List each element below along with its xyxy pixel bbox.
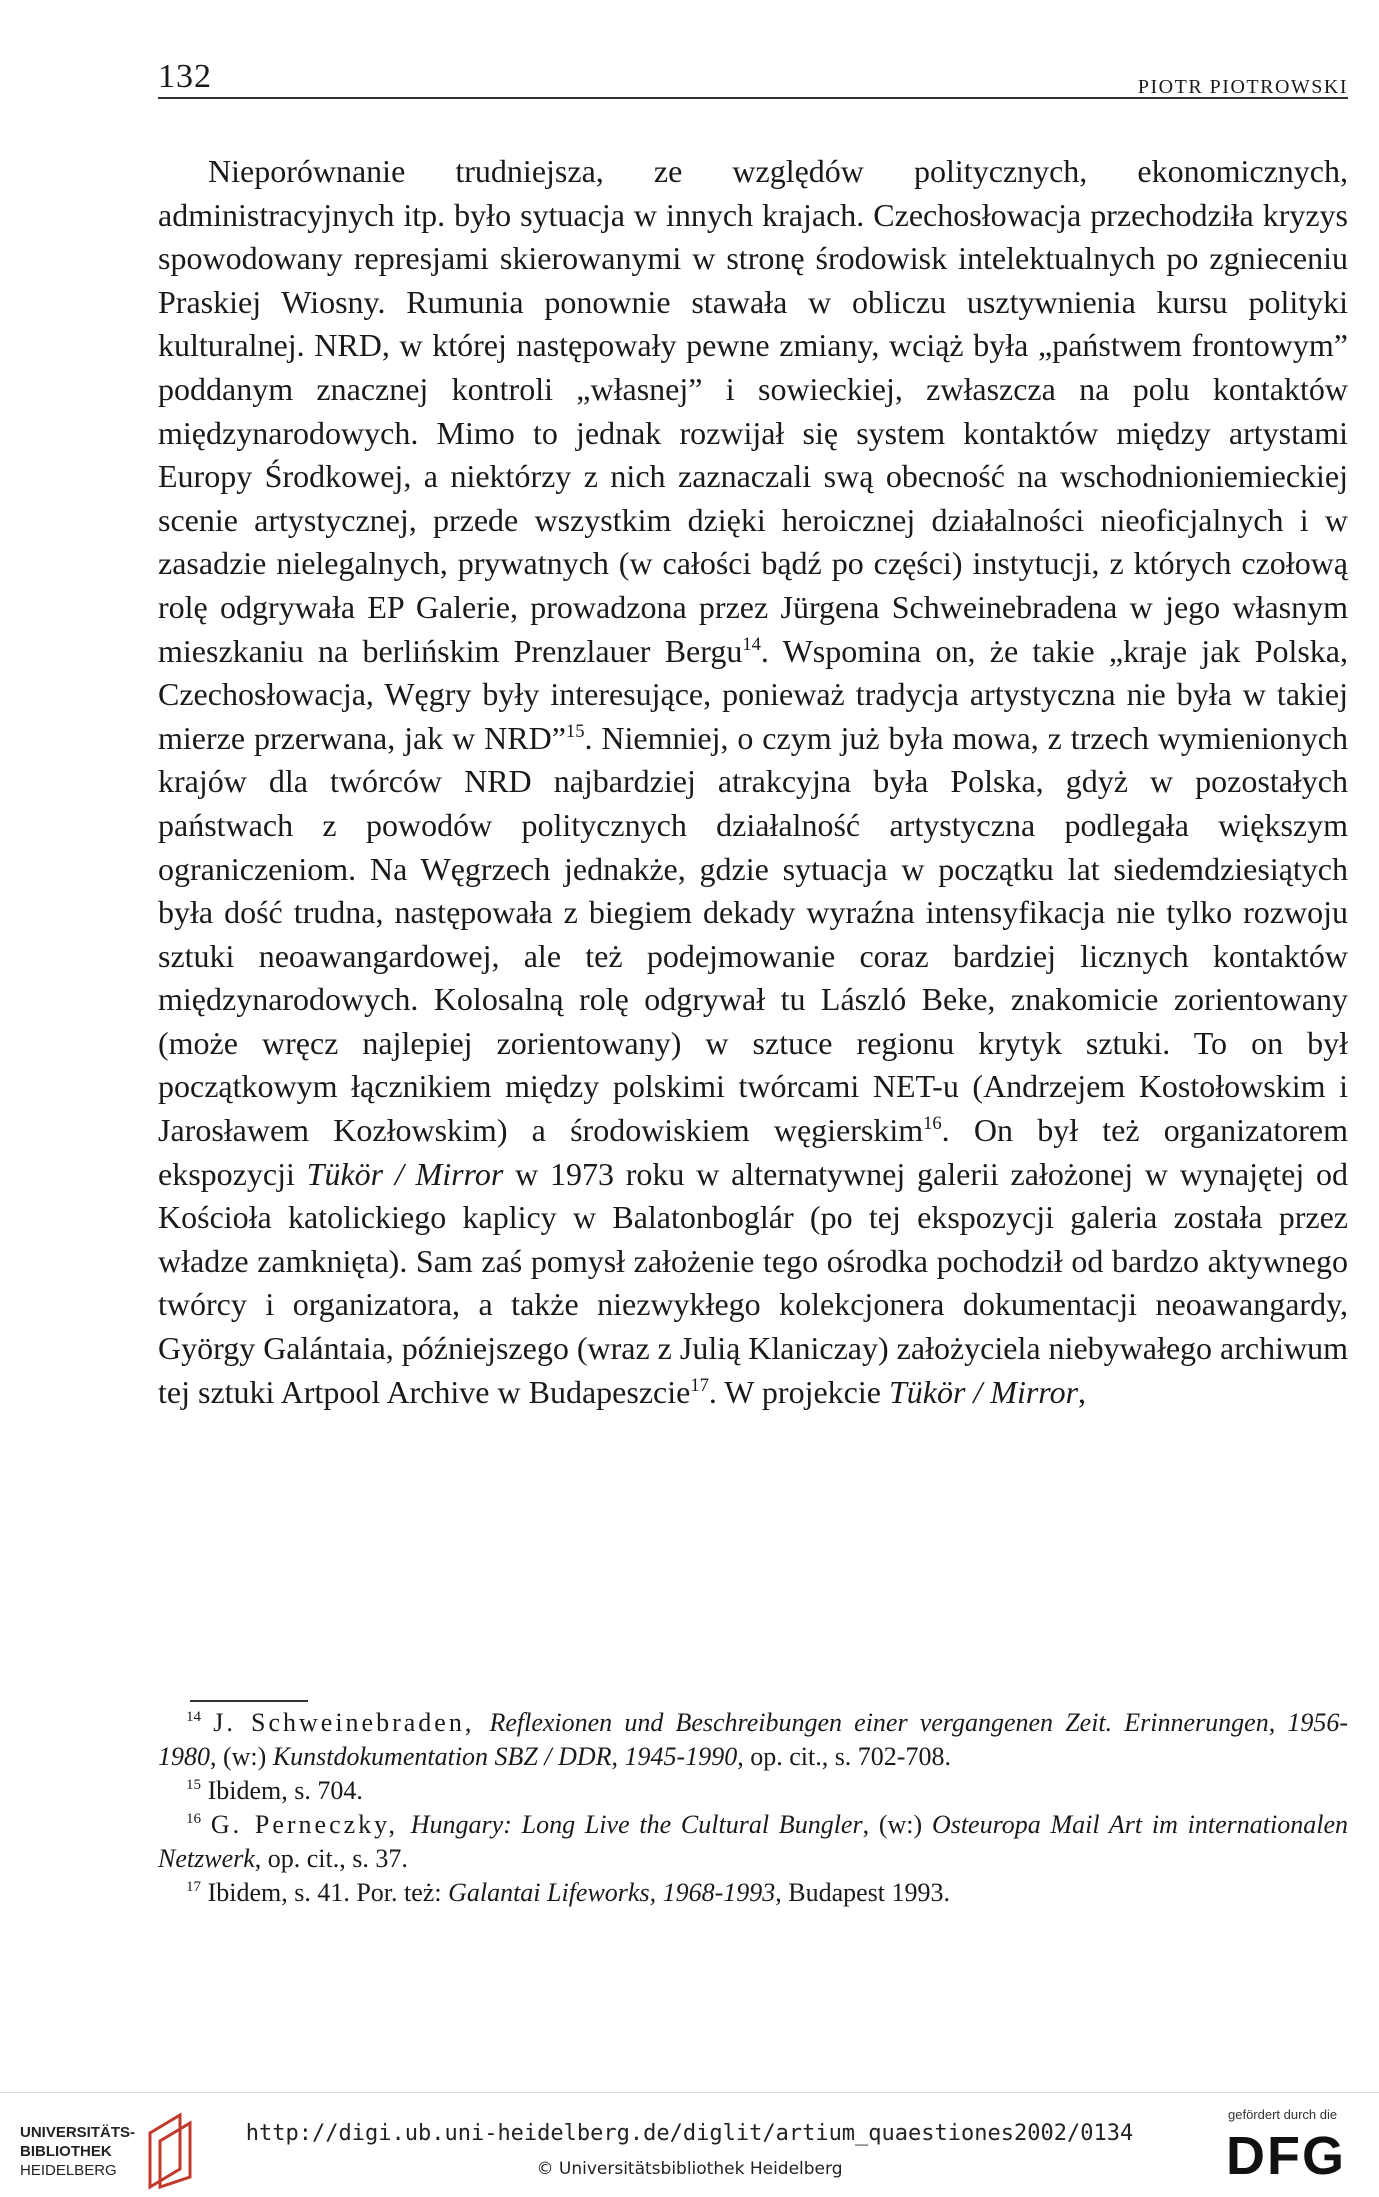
library-line: UNIVERSITÄTS- [20,2124,136,2141]
footnote-text: , Budapest 1993. [775,1878,950,1907]
footnote-number: 14 [186,1709,202,1726]
text-run: Nieporównanie trudniejsza, ze względów politycznych, ekonomicznych, administracyjnych itp. było sytuacja w innych krajach. Czechosłowacja przechodziła kryzys spowodowany represjami skierowanymi w stronę środowisk intelektualnych po zgnieceniu Praskiej Wiosny. Rumunia ponownie stawała w obliczu usztywnienia kursu polityki kulturalnej. NRD, w której następowały pewne zmiany, wciąż była „państwem frontowym” poddanym znacznej kontroli „własnej” i sowieckiej, zwłaszcza na polu kontaktów międzynarodowych. Mimo to jednak rozwijał się system kontaktów między artystami Europy Środkowej, a niektórzy z nich zaznaczali swą obecność na wschodnioniemieckiej scenie artystycznej, przede wszystkim dzięki heroicznej działalności nieoficjalnych i w zasadzie nielegalnych, prywatnych (w całości bądź po części) instytucji, z których czołową rolę odgrywała EP Galerie, prowadzona przez Jürgena Schweinebradena w jego własnym mieszkaniu na berlińskim Prenzlauer Bergu [158,153,1348,669]
dfg-logo: DFG [1226,2126,1346,2186]
footnote-ref-17[interactable]: 17 [690,1374,709,1396]
footnote-source: Kunstdokumentation SBZ / DDR, 1945-1990 [272,1742,738,1771]
footnote-number: 17 [186,1879,202,1896]
text-run: w 1973 roku w alternatywnej galerii założonej w wynajętej od Kościoła katolickiego kaplicy w Balatonboglár (po tej ekspozycji galeria została przez władze zamknięta). Sam zaś pomysł założenie tego ośrodka pochodził od bardzo aktywnego twórcy i organizatora, a także niezwykłego kolekcjonera dokumentacji neoawangardy, György Galántaia, późniejszego (wraz z Julią Klaniczay) założyciela niebywałego archiwum tej sztuki Artpool Archive w Budapeszcie [158,1155,1349,1410]
footnote-14 [158,1706,1348,1774]
library-line: BIBLIOTHEK [20,2143,112,2160]
digitization-footer [0,2092,1379,2197]
text-run: . Niemniej, o czym już była mowa, z trzech wymienionych krajów dla twórców NRD najbardziej atrakcyjna była Polska, gdyż w pozostałych państwach z powodów politycznych działalność artystyczna podlegała większym ograniczeniom. Na Węgrzech jednakże, gdzie sytuacja w początku lat siedemdziesiątych była dość trudna, następowała z biegiem dekady wyraźna intensyfikacja nie tylko rozwoju sztuki neoawangardowej, ale też podejmowanie coraz bardziej licznych kontaktów międzynarodowych. Kolosalną rolę odgrywał tu László Beke, znakomicie zorientowany (może wręcz najlepiej zorientowany) w sztuce regionu krytyk sztuki. To on był początkowym łącznikiem między polskimi twórcami NET-u (Andrzejem Kostołowskim i Jarosławem Kozłowskim) a środowiskiem węgierskim [158,719,1349,1149]
footnote-rule [190,1700,308,1702]
footnotes [158,1706,1348,1910]
exhibition-title: Tükör / Mirror [306,1155,504,1192]
footnote-text: , (w:) [862,1810,932,1839]
text-run: . On był też organizatorem ekspozycji [158,1112,1348,1192]
footnote-number: 16 [186,1811,202,1828]
footnote-ref-16[interactable]: 16 [923,1113,942,1134]
footnote-title: Hungary: Long Live the Cultural Bungler [410,1810,863,1839]
running-head-author: PIOTR PIOTROWSKI [1137,76,1348,98]
footnote-16 [158,1808,1348,1876]
permalink[interactable]: http://digi.ub.uni-heidelberg.de/diglit/artium_quaestiones2002/0134 [245,2121,1134,2146]
footnote-title: Reflexionen und Beschreibungen einer vergangenen Zeit. Erinnerungen, 1956-1980 [158,1708,1349,1771]
exhibition-title: Tükör / Mirror [888,1373,1079,1410]
footnote-source: Osteuropa Mail Art im internationalen Netzwerk [158,1810,1348,1873]
footnote-number: 15 [186,1777,202,1794]
footnote-15 [158,1774,1348,1808]
text-run: . Wspomina on, że takie „kraje jak Polska, Czechosłowacja, Węgry były interesujące, ponieważ tradycja artystyczna nie była w takiej mierze przerwana, jak w NRD” [158,632,1349,756]
header-rule [158,97,1348,99]
footnote-text: , op. cit., s. 37. [254,1844,408,1873]
main-text [158,150,1348,1414]
footnote-text: , (w:) [210,1742,273,1771]
footnote-ref-14[interactable]: 14 [742,633,761,655]
page-number: 132 [158,58,212,95]
footnote-author: J. Schweinebraden, [213,1708,490,1737]
footnote-title: Galantai Lifeworks, 1968-1993 [448,1878,776,1907]
footnote-text: Ibidem, s. 704. [207,1776,363,1805]
footnote-text: Ibidem, s. 41. Por. też: [207,1878,449,1907]
footnote-ref-15[interactable]: 15 [565,720,585,742]
footnote-text: , op. cit., s. 702-708. [737,1742,951,1771]
body-paragraph [158,150,1348,1414]
footnote-author: G. Perneczky, [210,1810,411,1839]
running-header [158,58,1348,102]
library-line: HEIDELBERG [20,2162,117,2179]
text-run: , [1078,1373,1087,1410]
funded-by-label: gefördert durch die [1228,2107,1338,2122]
copyright-notice: © Universitätsbibliothek Heidelberg [536,2159,843,2179]
text-run: . W projekcie [708,1373,889,1410]
footnote-17 [158,1876,1348,1910]
